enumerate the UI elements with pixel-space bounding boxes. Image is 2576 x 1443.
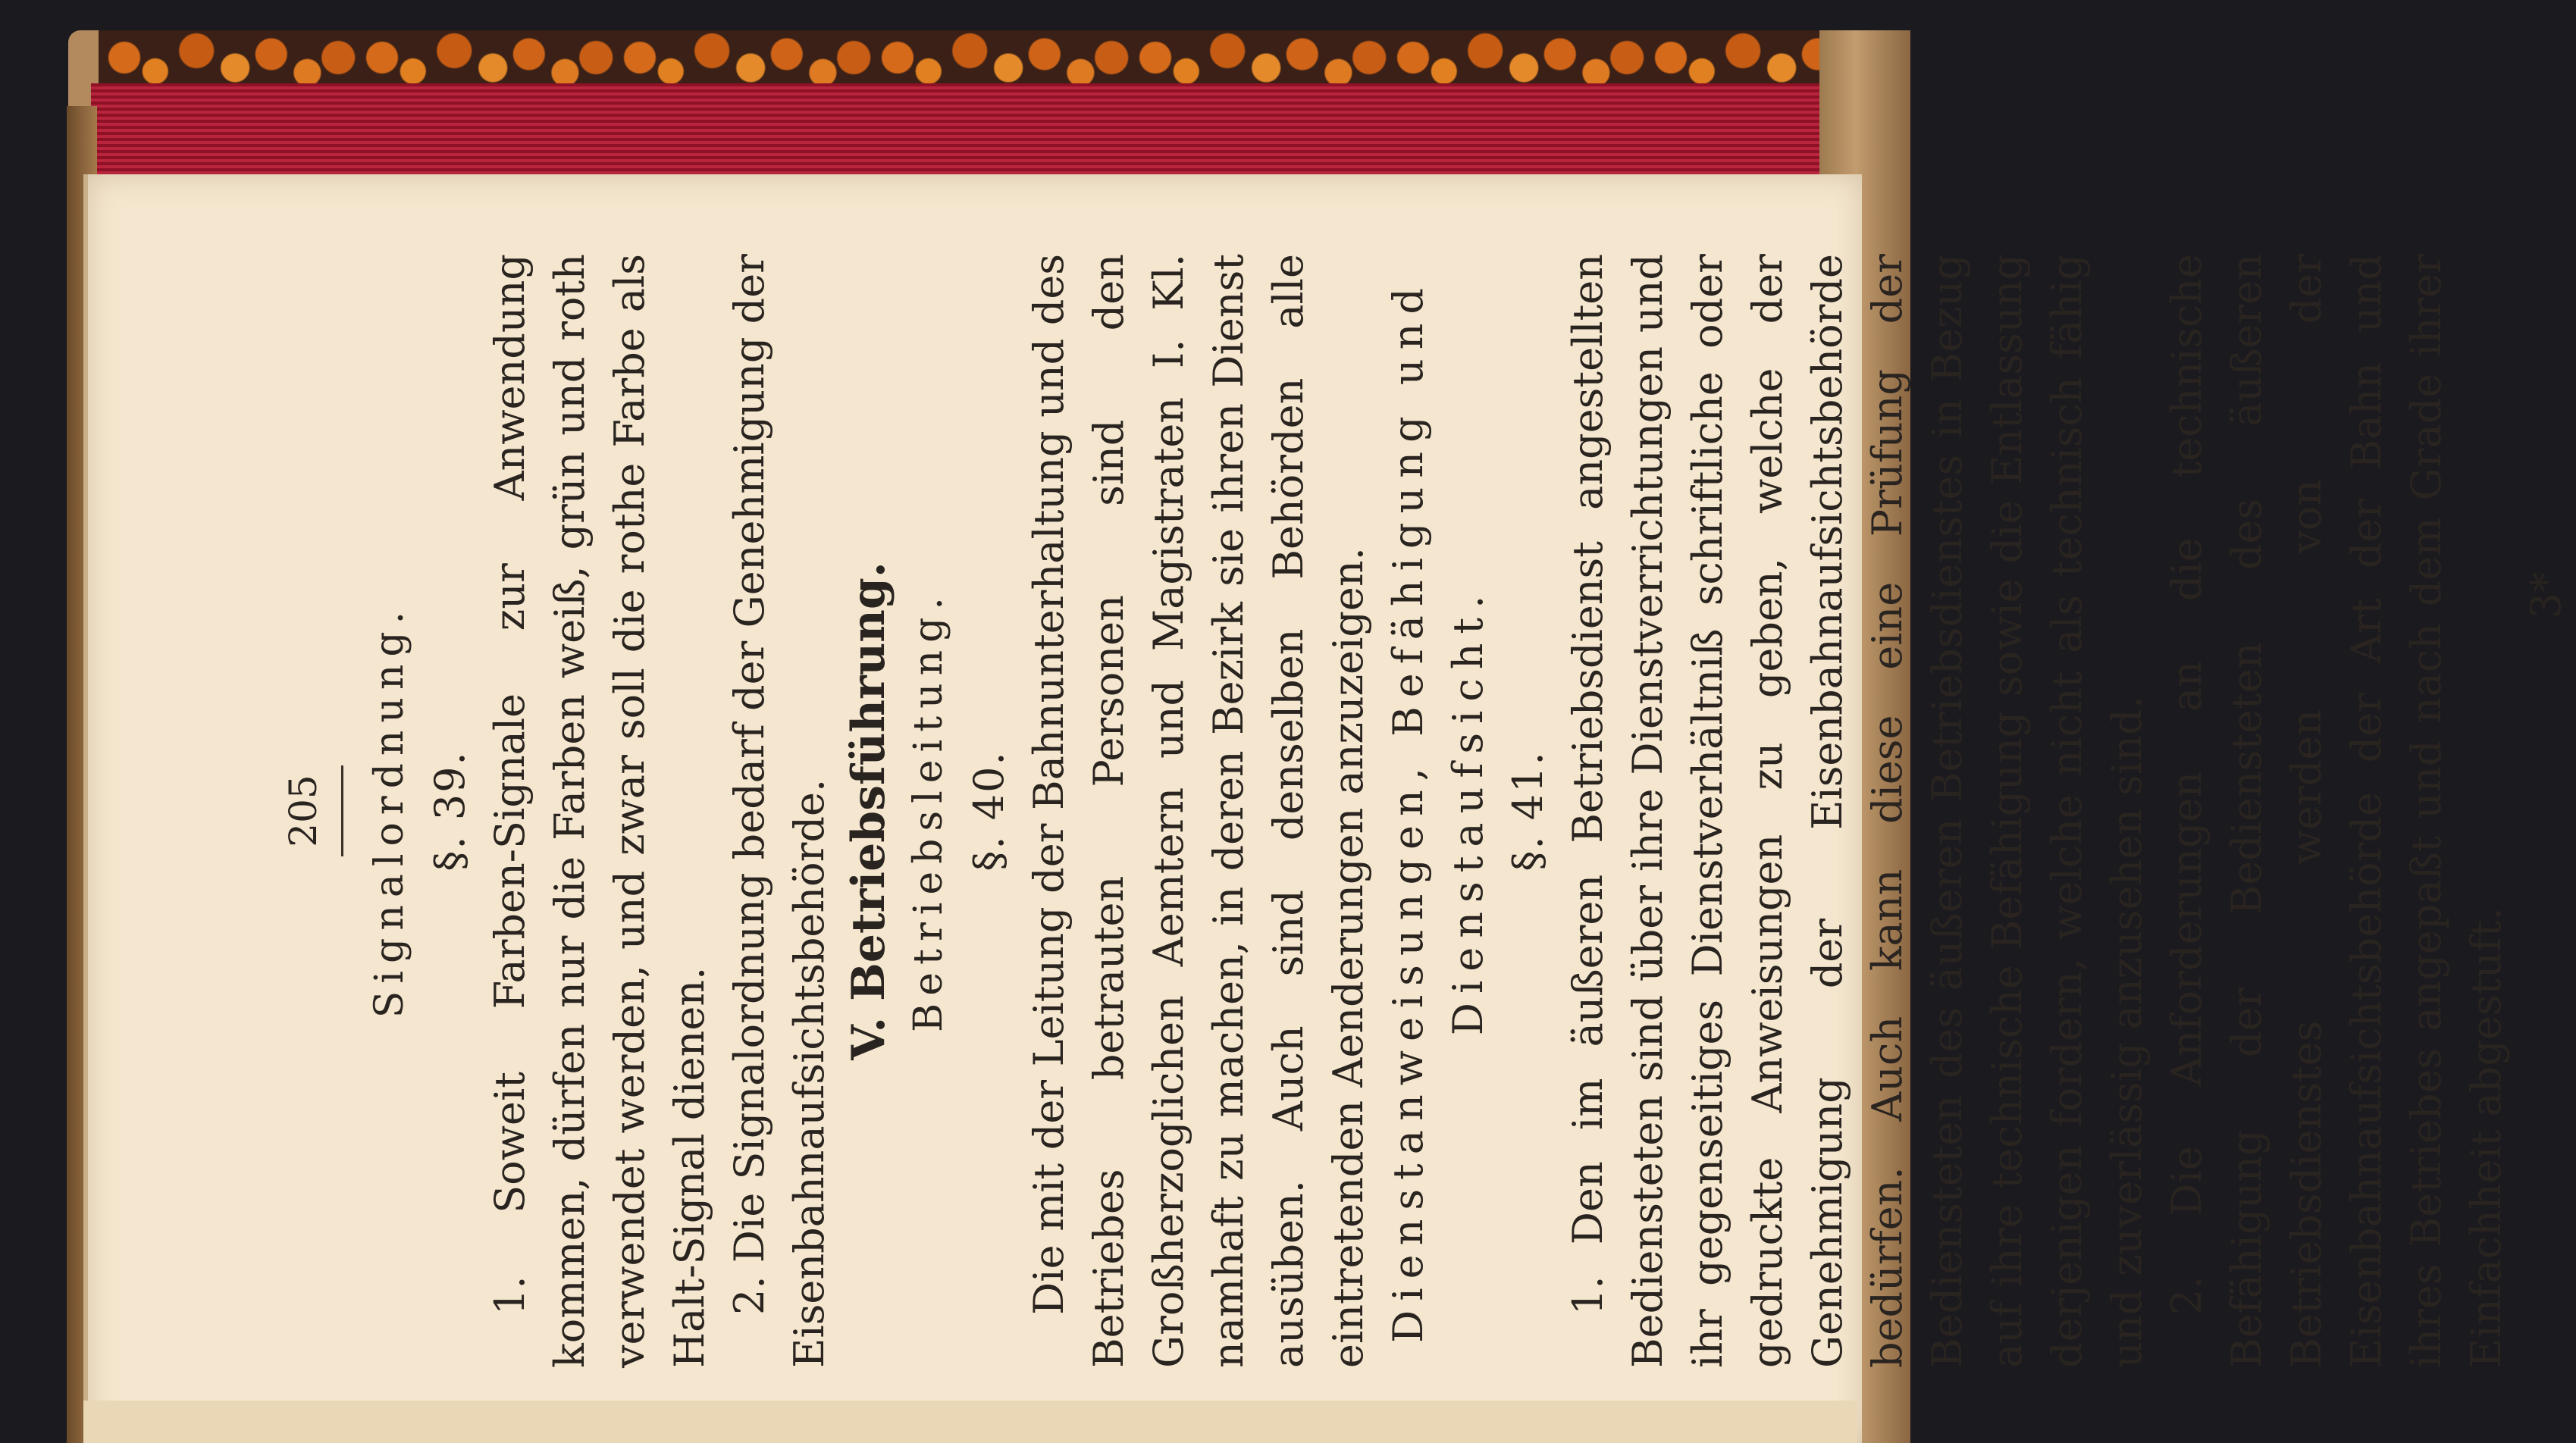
heading-dienstanweisungen: Dienstanweisungen, Befähigung und Dienstaufsicht. bbox=[1384, 279, 1492, 1343]
heading-betriebsleitung: Betriebsleitung. bbox=[906, 590, 951, 1032]
paragraph-39-2: 2. Die Signalordnung bedarf der Genehmigung der Eisenbahnaufsichtsbehörde. bbox=[725, 254, 833, 1368]
section-41-label: §. 41. bbox=[1504, 750, 1552, 872]
paragraph-39-1: 1. Soweit Farben-Signale zur Anwendung kommen, dürfen nur die Farben weiß, grün und roth verwendet werden, und zwar soll die rothe Farbe als Halt-Signal dienen. bbox=[486, 254, 713, 1368]
section-39-label: §. 39. bbox=[426, 750, 474, 872]
next-page-edge bbox=[83, 1401, 1857, 1443]
paragraph-41-2: 2. Die Anforderungen an die technische Befähigung der Bediensteten des äußeren Betriebsdienstes werden von der Eisenbahnaufsichtsbehörde der Art der Bahn und ihres Betriebes angepaßt und nach dem Grade ihrer Einfachheit abgestuft. bbox=[2163, 254, 2510, 1368]
page-number: 205 bbox=[281, 775, 325, 847]
header-rule bbox=[341, 765, 343, 856]
heading-signalordnung: Signalordnung. bbox=[367, 603, 412, 1019]
page-text-block bbox=[258, 246, 2570, 1376]
signature-mark: 3* bbox=[2522, 572, 2570, 619]
paragraph-40: Die mit der Leitung der Bahnunterhaltung und des Betriebes betrauten Personen sind den Großherzoglichen Aemtern und Magistraten I. Kl. namhaft zu machen, in deren Bezirk sie ihren Dienst ausüben. Auch sind denselben Behörden alle eintretenden Aenderungen anzuzeigen. bbox=[1025, 254, 1372, 1368]
paragraph-41-1: 1. Den im äußeren Betriebsdienst angestellten Bediensteten sind über ihre Dienstverrichtungen und ihr gegenseitiges Dienstverhältniß schriftliche oder gedruckte Anweisungen zu geben, welche der Genehmigung der Eisenbahnaufsichtsbehörde bedürfen. Auch kann diese eine Prüfung der Bediensteten des äußeren Betriebsdienstes in Bezug auf ihre technische Befähigung sowie die Entlassung derjenigen fordern, welche nicht als technisch fähig und zuverlässig anzusehen sind. bbox=[1564, 254, 2151, 1368]
part-heading-betriebsfuehrung: V. Betriebsführung. bbox=[842, 562, 895, 1060]
section-40-label: §. 40. bbox=[965, 750, 1013, 872]
